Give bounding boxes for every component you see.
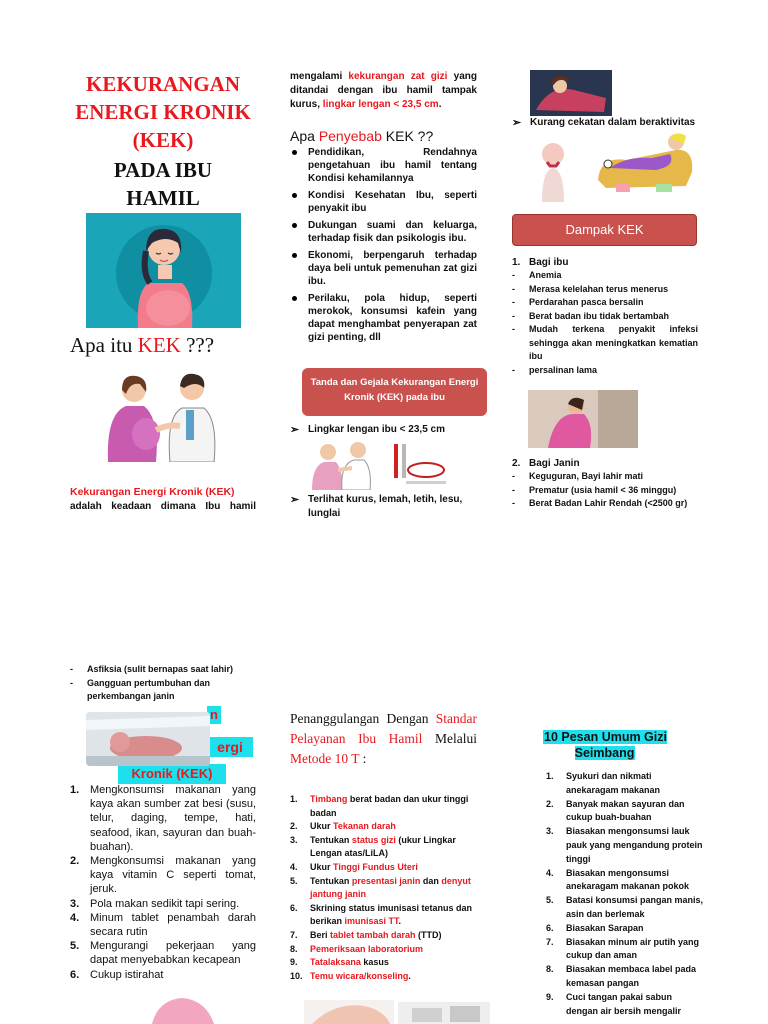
list-item: Kondisi Kesehatan Ibu, seperti penyakit ibu <box>290 189 477 215</box>
list-item: 6. Skrining status imunisasi tetanus dan berikan imunisasi TT. <box>290 902 473 927</box>
title-red: KEKURANGAN ENERGI KRONIK (KEK) <box>75 72 251 152</box>
sign-thin-weak: ➢ Terlihat kurus, lemah, letih, lesu, lunglai <box>290 494 463 519</box>
impact-fetus-list-continued <box>70 663 260 704</box>
penyebab-heading: Apa Penyebab KEK ?? <box>290 128 434 144</box>
definition-text: adalah keadaan dimana Ibu hamil <box>70 501 256 512</box>
arm-measurement-illustration <box>308 438 450 490</box>
gizi-seimbang-heading: 10 Pesan Umum Gizi Seimbang <box>544 730 667 760</box>
list-item: 7. Beri tablet tambah darah (TTD) <box>290 929 442 940</box>
sleeping-woman-illustration <box>596 128 696 194</box>
list-item: 6. Biasakan Sarapan <box>546 922 644 933</box>
causes-list <box>290 146 477 348</box>
list-item: 2. Mengkonsumsi makanan yang kaya vitamin C seperti tomat, jeruk. <box>70 855 256 896</box>
list-item: - Keguguran, Bayi lahir mati <box>512 470 712 484</box>
arrow-icon: ➢ <box>290 494 300 506</box>
list-item: 2. Banyak makan sayuran dan cukup buah-buahan <box>546 798 685 823</box>
pregnant-woman-illustration <box>86 213 241 328</box>
list-item: 5. Mengurangi pekerjaan yang dapat menyebabkan kecapean <box>70 940 256 967</box>
gizi-messages-list <box>546 770 706 1018</box>
list-item: - Perdarahan pasca bersalin <box>512 296 698 310</box>
list-item: 1. Syukuri dan nikmati anekaragam makanan <box>546 771 661 795</box>
definition-term: Kekurangan Energi Kronik (KEK) <box>70 486 235 498</box>
bagi-ibu-heading: 1. Bagi ibu <box>512 257 569 268</box>
premature-baby-photo <box>86 712 210 766</box>
apa-itu-kek-heading: Apa itu KEK ??? <box>70 333 215 357</box>
prevention-list <box>70 783 256 982</box>
list-item: 5. Batasi konsumsi pangan manis, asin dan berlemak <box>546 895 704 919</box>
pregnant-woman-photo <box>528 390 638 448</box>
list-item: 3. Tentukan status gizi (ukur Lingkar Lengan atas/LiLA) <box>290 834 456 859</box>
list-item: 3. Biasakan mengonsumsi lauk pauk yang mengandung protein tinggi <box>546 826 703 864</box>
tired-woman-illustration <box>538 140 568 202</box>
list-item: 1. Timbang berat badan dan ukur tinggi badan <box>290 794 469 818</box>
list-item: 9. Cuci tangan pakai sabun dengan air bersih mengalir <box>546 991 682 1016</box>
bottom-photo-belly <box>304 1000 394 1024</box>
list-item: - Prematur (usia hamil < 36 minggu) <box>512 484 712 498</box>
signs-banner: Tanda dan Gejala Kekurangan Energi Kronik (KEK) pada ibu <box>302 368 487 416</box>
list-item: - Berat Badan Lahir Rendah (<2500 gr) <box>512 497 712 511</box>
list-item: 7. Biasakan minum air putih yang cukup dan aman <box>546 936 700 961</box>
list-item: 4. Biasakan mengonsumsi anekaragam makanan pokok <box>546 867 690 892</box>
bottom-photo-pink <box>148 994 218 1024</box>
list-item: 3. Pola makan sedikit tapi sering. <box>70 897 240 910</box>
list-item: 9. Tatalaksana kasus <box>290 957 389 968</box>
arrow-icon: ➢ <box>512 117 522 129</box>
list-item: - persalinan lama <box>512 364 698 378</box>
bagi-janin-heading: 2. Bagi Janin <box>512 458 580 469</box>
arrow-icon: ➢ <box>290 424 300 436</box>
title-black: PADA IBU HAMIL <box>113 158 213 210</box>
standar-pelayanan-heading: Penanggulangan Dengan Standar Pelayanan Ibu Hamil Melalui Metode 10 T : <box>290 711 477 766</box>
list-item: 4. Minum tablet penambah darah secara rutin <box>70 911 256 939</box>
list-item: - Gangguan pertumbuhan dan perkembangan janin <box>70 677 260 704</box>
heading-highlight-3: Kronik (KEK) <box>118 764 226 784</box>
list-item: - Anemia <box>512 269 698 283</box>
list-item: - Merasa kelelahan terus menerus <box>512 283 698 297</box>
dampak-kek-banner: Dampak KEK <box>512 214 697 246</box>
list-item: - Asfiksia (sulit bernapas saat lahir) <box>70 663 260 677</box>
list-item: Ekonomi, berpengaruh terhadap daya beli untuk pemenuhan zat gizi ibu. <box>290 249 477 288</box>
sign-arm-circumference: ➢ Lingkar lengan ibu < 23,5 cm <box>290 424 445 436</box>
ten-t-list <box>290 793 480 983</box>
list-item: 10. Temu wicara/konseling. <box>290 970 411 981</box>
definition-continued: mengalami kekurangan zat gizi yang ditandai dengan ibu hamil tampak kurus, lingkar lengan < 23,5 cm. <box>290 71 477 110</box>
list-item: Pendidikan, Rendahnya pengetahuan ibu hamil tentang Kondisi kehamilannya <box>290 146 477 185</box>
sign-less-agile: ➢ Kurang cekatan dalam beraktivitas <box>512 117 696 129</box>
list-item: 5. Tentukan presentasi janin dan denyut jantung janin <box>290 875 471 900</box>
list-item: 1. Mengkonsumsi makanan yang kaya akan sumber zat besi (susu, telur, daging, tempe, hati, seafood, ikan, sayuran dan buah-buahan). <box>70 784 256 853</box>
impact-mother-list <box>512 269 698 377</box>
list-item: 8. Biasakan membaca label pada kemasan pangan <box>546 964 697 988</box>
resting-woman-illustration <box>530 70 612 116</box>
heading-highlight-2: ergi <box>207 737 253 757</box>
list-item: 8. Pemeriksaan laboratorium <box>290 943 424 954</box>
list-item: 2. Ukur Tekanan darah <box>290 821 396 832</box>
list-item: Perilaku, pola hidup, seperti merokok, konsumsi kafein yang dapat menghambat penyerapan zat gizi penting, dll <box>290 292 477 344</box>
bottom-photo-pills <box>398 1002 490 1024</box>
list-item: Dukungan suami dan keluarga, terhadap fisik dan psikologis ibu. <box>290 219 477 245</box>
list-item: - Mudah terkena penyakit infeksi sehingga akan meningkatkan kematian ibu <box>512 323 698 364</box>
list-item: 4. Ukur Tinggi Fundus Uteri <box>290 861 418 872</box>
list-item: - Berat badan ibu tidak bertambah <box>512 310 698 324</box>
list-item: 6. Cukup istirahat <box>70 968 164 981</box>
couple-illustration <box>100 364 220 462</box>
impact-fetus-list <box>512 470 712 511</box>
heading-highlight-1: n <box>207 706 221 724</box>
